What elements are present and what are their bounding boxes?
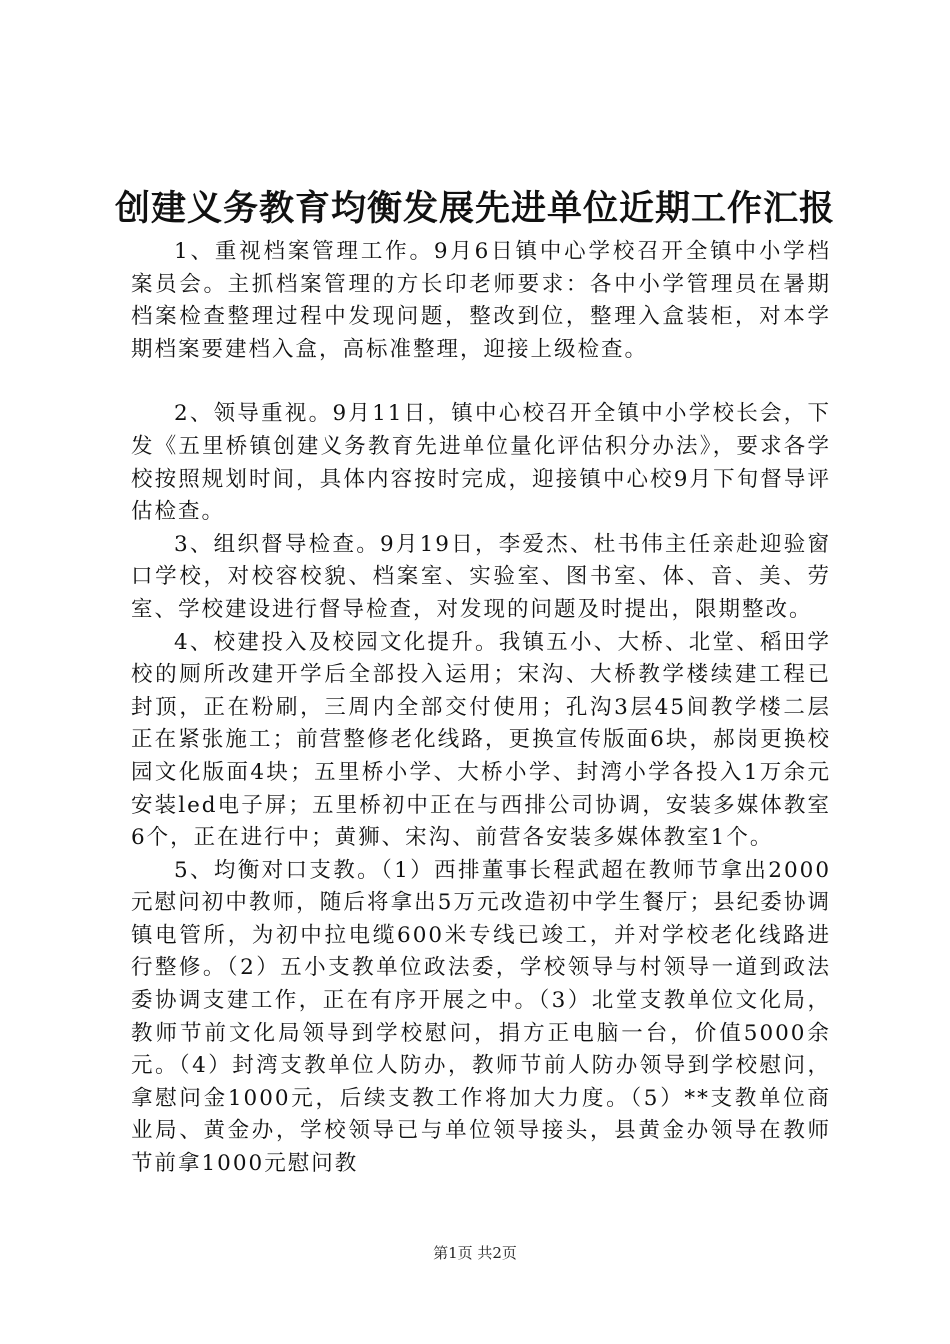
- document-title: 创建义务教育均衡发展先进单位近期工作汇报: [114, 189, 835, 229]
- paragraph-construction-investment: 4、校建投入及校园文化提升。我镇五小、大桥、北堂、稻田学校的厕所改建开学后全部投入运用；宋沟、大桥教学楼续建工程已封顶，正在粉刷，三周内全部交付使用；孔沟3层45间教学楼二层正在紧张施工；前营整修老化线路，更换宣传版面6块，郝岗更换校园文化版面4块；五里桥小学、大桥小学、封湾小学各投入1万余元安装led电子屏；五里桥初中正在与西排公司协调，安装多媒体教室6个，正在进行中；黄狮、宋沟、前营各安装多媒体教室1个。: [131, 629, 831, 851]
- page-number-footer: 第1页 共2页: [433, 1244, 517, 1262]
- paragraph-leadership-attention: 2、领导重视。9月11日，镇中心校召开全镇中小学校长会，下发《五里桥镇创建义务教育先进单位量化评估积分办法》，要求各学校按照规划时间，具体内容按时完成，迎接镇中心校9月下旬督导评估检查。: [131, 401, 831, 525]
- paragraph-paired-support: 5、均衡对口支教。（1）西排董事长程武超在教师节拿出2000元慰问初中教师，随后将拿出5万元改造初中学生餐厅；县纪委协调镇电管所，为初中拉电缆600米专线已竣工，并对学校老化线路进行整修。（2）五小支教单位政法委，学校领导与村领导一道到政法委协调支建工作，正在有序开展之中。（3）北堂支教单位文化局，教师节前文化局领导到学校慰问，捐方正电脑一台，价值5000余元。（4）封湾支教单位人防办，教师节前人防办领导到学校慰问，拿慰问金1000元，后续支教工作将加大力度。（5）**支教单位商业局、黄金办，学校领导已与单位领导接头，县黄金办领导在教师节前拿1000元慰问教: [131, 857, 831, 1177]
- document-body: [131, 236, 831, 1181]
- paragraph-supervision-inspection: 3、组织督导检查。9月19日，李爱杰、杜书伟主任亲赴迎验窗口学校，对校容校貌、档案室、实验室、图书室、体、音、美、劳室、学校建设进行督导检查，对发现的问题及时提出，限期整改。: [131, 531, 831, 622]
- paragraph-archive-management: 1、重视档案管理工作。9月6日镇中心学校召开全镇中小学档案员会。主抓档案管理的方长印老师要求：各中小学管理员在暑期档案检查整理过程中发现问题，整改到位，整理入盒装柜，对本学期档案要建档入盒，高标准整理，迎接上级检查。: [131, 239, 831, 362]
